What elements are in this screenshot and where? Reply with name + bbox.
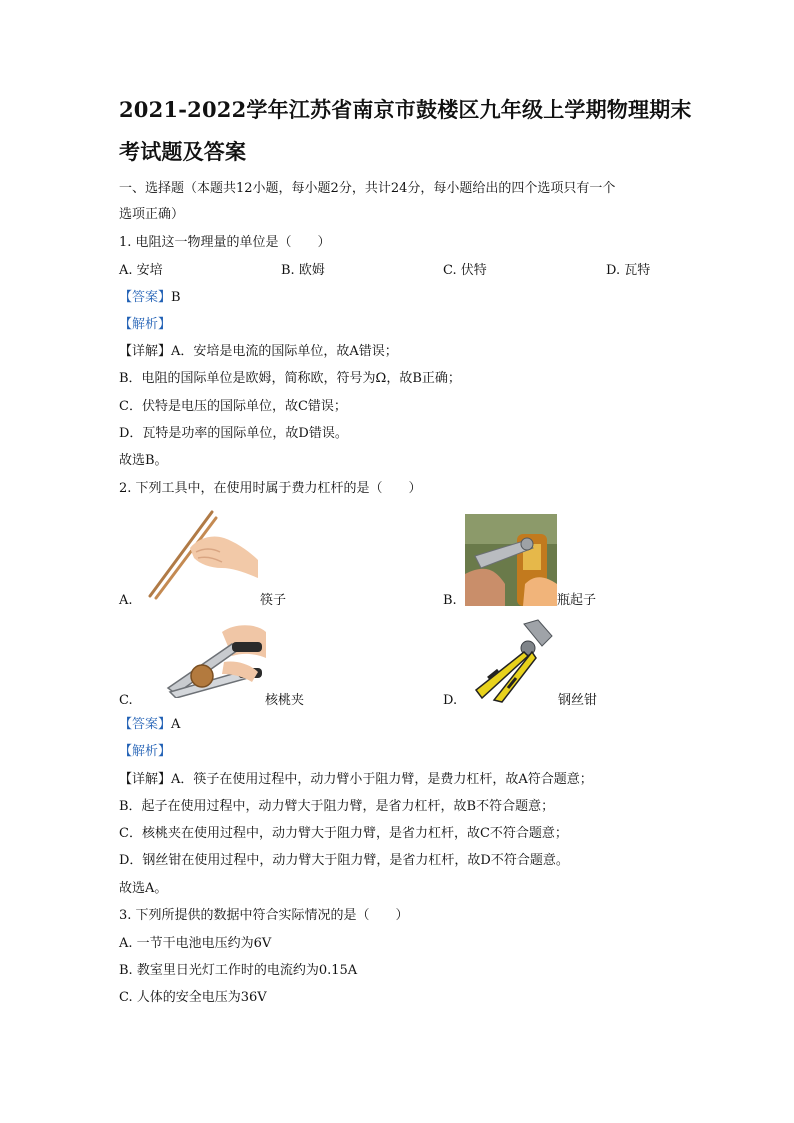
q1-conclusion: 故选B。 <box>119 453 168 468</box>
pliers-image <box>468 618 556 704</box>
nutcracker-image <box>162 622 268 698</box>
q2-detail-d: D．钢丝钳在使用过程中，动力臂大于阻力臂，是省力杠杆，故D不符合题意。 <box>119 853 569 868</box>
q3-option-b: B. 教室里日光灯工作时的电流约为0.15A <box>119 963 358 978</box>
q1-detail-a <box>119 343 398 361</box>
q2-analysis-tag: 【解析】 <box>119 744 172 759</box>
q1-detail-b: B．电阻的国际单位是欧姆，简称欧，符号为Ω，故B正确； <box>119 371 461 386</box>
q1-option-b: B. 欧姆 <box>281 263 325 278</box>
q1-analysis-tag: 【解析】 <box>119 317 172 332</box>
q1-option-d: D. 瓦特 <box>606 263 651 278</box>
detail-tag: 【详解】 <box>119 344 172 359</box>
q2-option-d-label: 钢丝钳 <box>558 693 598 708</box>
q1-detail-a-text: A．安培是电流的国际单位，故A错误； <box>171 344 398 359</box>
q2-detail-a-text: A．筷子在使用过程中，动力臂小于阻力臂，是费力杠杆，故A符合题意； <box>171 772 593 787</box>
q2-detail-a <box>119 771 593 789</box>
q2-conclusion: 故选A。 <box>119 881 168 896</box>
q1-detail-d: D．瓦特是功率的国际单位，故D错误。 <box>119 426 348 441</box>
document-title-line-1: 2021-2022学年江苏省南京市鼓楼区九年级上学期物理期末 <box>119 97 692 122</box>
document-title-line-2: 考试题及答案 <box>119 139 247 164</box>
q2-option-d-letter: D. <box>443 693 458 708</box>
q2-answer-value: A <box>171 717 181 732</box>
q1-detail-c: C．伏特是电压的国际单位，故C错误； <box>119 399 347 414</box>
q1-answer <box>119 289 181 307</box>
q1-answer-value: B <box>171 290 181 305</box>
q2-option-c-letter: C. <box>119 693 133 708</box>
q2-option-a-label: 筷子 <box>260 593 287 608</box>
q2-detail-c: C．核桃夹在使用过程中，动力臂大于阻力臂，是省力杠杆，故C不符合题意； <box>119 826 568 841</box>
chopsticks-image <box>140 508 260 603</box>
detail-tag: 【详解】 <box>119 772 172 787</box>
q3-stem: 3. 下列所提供的数据中符合实际情况的是（ ） <box>119 908 409 923</box>
q3-option-c: C. 人体的安全电压为36V <box>119 990 267 1005</box>
answer-tag: 【答案】 <box>119 290 172 305</box>
q2-stem: 2. 下列工具中，在使用时属于费力杠杆的是（ ） <box>119 481 422 496</box>
q2-option-b-label: 瓶起子 <box>557 593 597 608</box>
q2-option-a-letter: A. <box>119 593 133 608</box>
q3-option-a: A. 一节干电池电压约为6V <box>119 936 272 951</box>
q1-stem: 1. 电阻这一物理量的单位是（ ） <box>119 235 331 250</box>
bottle-opener-image <box>465 514 557 606</box>
q2-option-b-letter: B. <box>443 593 457 608</box>
q2-detail-b: B．起子在使用过程中，动力臂大于阻力臂，是省力杠杆，故B不符合题意； <box>119 799 555 814</box>
q2-option-c-label: 核桃夹 <box>265 693 305 708</box>
section-heading-line-2: 选项正确） <box>119 207 185 222</box>
q1-option-a: A. 安培 <box>119 263 163 278</box>
section-heading-line-1: 一、选择题（本题共12小题，每小题2分，共计24分，每小题给出的四个选项只有一个 <box>119 181 616 196</box>
q1-option-c: C. 伏特 <box>443 263 487 278</box>
answer-tag: 【答案】 <box>119 717 172 732</box>
q2-answer <box>119 716 180 734</box>
